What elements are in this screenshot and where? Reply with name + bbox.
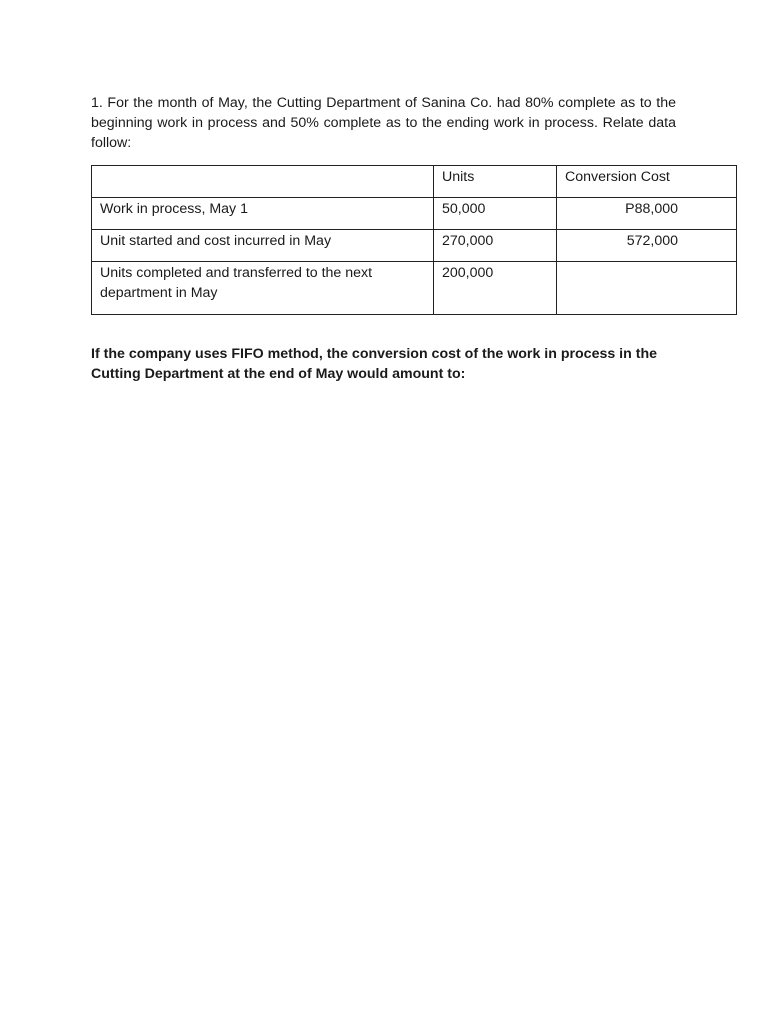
question-text: If the company uses FIFO method, the conversion cost of the work in process in the Cutting Department at the end of May would amount to: (91, 346, 658, 382)
problem-intro: 1. For the month of May, the Cutting Department of Sanina Co. had 80% complete as to the beginning work in process and 50% complete as to the ending work in process. Relate data follow: (91, 95, 676, 151)
row-cost: 572,000 (557, 230, 737, 262)
row-cost: P88,000 (557, 198, 737, 230)
row-units: 270,000 (434, 230, 557, 262)
row-cost (557, 262, 737, 315)
row-label: Units completed and transferred to the next department in May (92, 262, 434, 315)
table-row (92, 262, 737, 315)
data-table (91, 165, 737, 315)
row-units: 50,000 (434, 198, 557, 230)
row-label: Work in process, May 1 (92, 198, 434, 230)
row-units: 200,000 (434, 262, 557, 315)
table-header-cell: Conversion Cost (557, 166, 737, 198)
table-row (92, 198, 737, 230)
row-label: Unit started and cost incurred in May (92, 230, 434, 262)
table-header-cell: Units (434, 166, 557, 198)
table-row (92, 230, 737, 262)
table-header-cell (92, 166, 434, 198)
table-header-row (92, 166, 737, 198)
